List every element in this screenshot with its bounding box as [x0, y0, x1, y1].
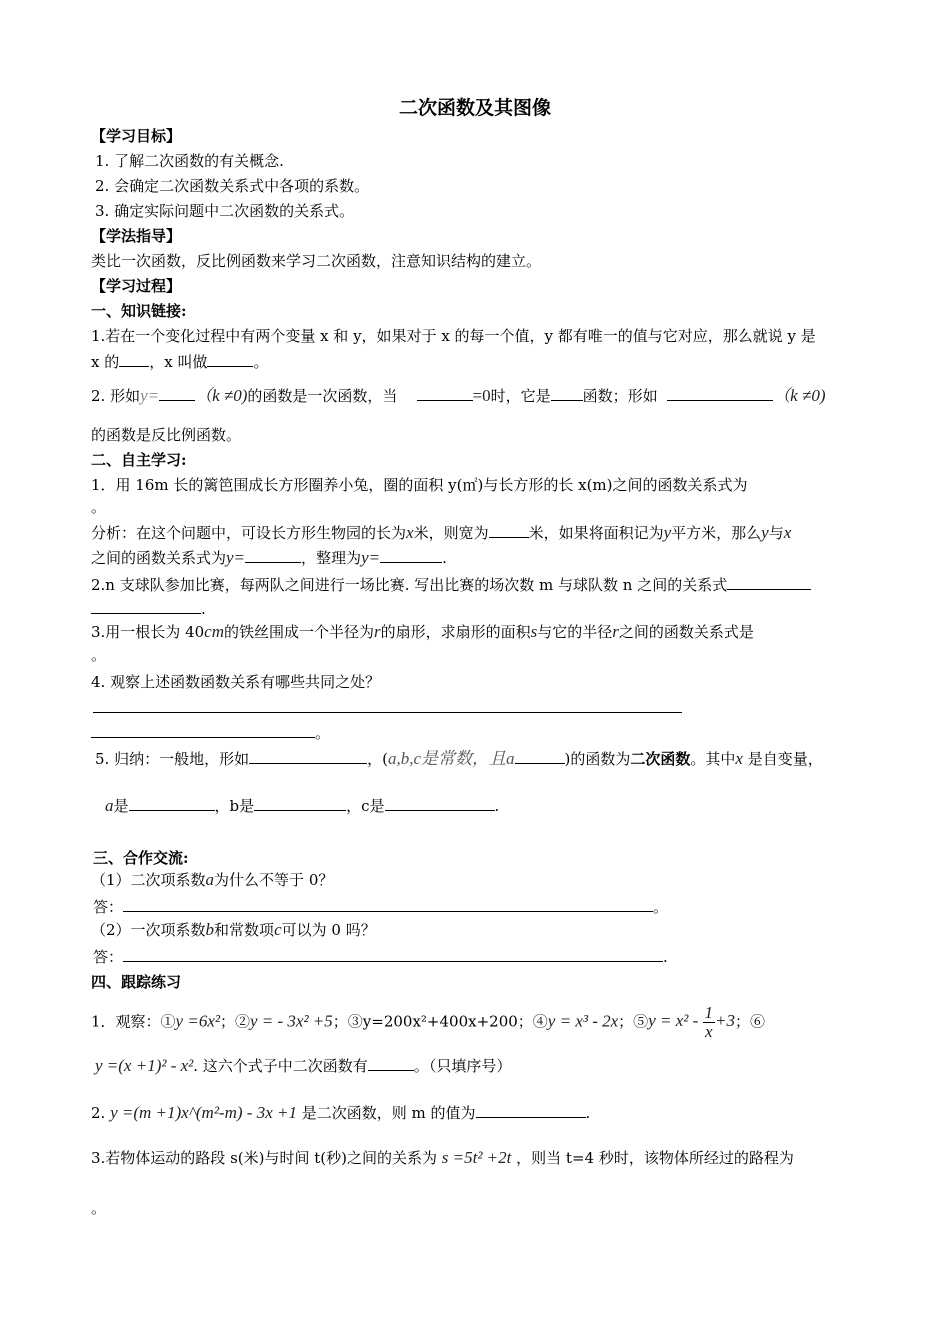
- text: 之间的函数关系式为: [91, 549, 227, 567]
- answer-blank[interactable]: [667, 385, 773, 401]
- text: （2）一次项系数: [91, 921, 206, 939]
- text: 米，则宽为: [413, 524, 489, 542]
- text: .: [442, 549, 447, 567]
- text: ；⑤: [618, 1012, 649, 1031]
- math-a: a: [205, 870, 215, 889]
- math-y: y=: [226, 548, 246, 567]
- text: ；⑥: [735, 1012, 766, 1031]
- math-k-cond: （k ≠0): [195, 386, 248, 405]
- math-y: y=: [140, 386, 160, 405]
- text: 3.若物体运动的路段 s(米)与时间 t(秒)之间的关系为: [91, 1149, 437, 1167]
- answer-blank[interactable]: [380, 547, 442, 563]
- s4-q1-line2: [95, 1055, 511, 1076]
- math-a: a: [105, 796, 114, 815]
- s2-q2-line2: [91, 598, 206, 619]
- answer-blank[interactable]: [249, 748, 367, 764]
- math-eq-zero: =0: [472, 386, 491, 405]
- s4-q1-line1: [91, 1004, 765, 1041]
- formula-7: y =(m +1)x^(m²-m) - 3x +1: [110, 1103, 297, 1122]
- s2-analysis-line1: [91, 522, 791, 543]
- math-y: y=: [361, 548, 381, 567]
- formula-5-left: y = x² -: [648, 1011, 699, 1031]
- text: 1．观察：①: [91, 1012, 176, 1031]
- text: 和常数项: [214, 921, 275, 939]
- text: 分析：在这个问题中，可设长方形生物园的长为: [91, 524, 407, 542]
- answer-blank[interactable]: [476, 1102, 586, 1118]
- answer-blank[interactable]: [129, 795, 215, 811]
- math-r: r: [612, 622, 619, 641]
- answer-blank[interactable]: [368, 1055, 414, 1071]
- text: 的铁丝围成一个半径为: [224, 623, 375, 641]
- s3-q2: [91, 920, 376, 940]
- text: 为什么不等于 0？: [214, 871, 334, 889]
- s2-q4-line2: [91, 722, 330, 743]
- text: ；③y=200x²+400x+200；④: [332, 1012, 548, 1031]
- text: 。: [315, 724, 331, 742]
- text: 。: [253, 353, 269, 371]
- text: （1）二次项系数: [91, 871, 206, 889]
- answer-blank[interactable]: [123, 946, 663, 962]
- formula-2: y = - 3x² +5: [249, 1011, 333, 1031]
- text: 平方米，那么: [671, 524, 762, 542]
- text: .: [494, 797, 500, 815]
- objective-item: 2. 会确定二次函数关系式中各项的系数。: [95, 177, 370, 195]
- s3-answer-2: [93, 946, 668, 967]
- s1-q1-line2: [91, 351, 268, 372]
- math-abc-cond: a,b,c是常数，且a: [387, 749, 515, 768]
- s2-q3-line2: 。: [91, 646, 107, 664]
- s1-q2-line1: [91, 385, 825, 406]
- text: 3.用一根长为 40: [91, 623, 205, 641]
- section-3-heading: 三、合作交流:: [93, 849, 189, 867]
- objective-item: 3. 确定实际问题中二次函数的关系式。: [95, 202, 355, 220]
- guidance-header: 【学法指导】: [91, 227, 182, 245]
- text: ，整理为: [301, 549, 362, 567]
- math-b: b: [205, 920, 215, 939]
- answer-blank[interactable]: [489, 522, 529, 538]
- text: )的函数为: [564, 750, 631, 768]
- answer-blank[interactable]: [727, 574, 811, 590]
- math-x: x: [406, 523, 414, 542]
- text: 是: [113, 797, 129, 815]
- s2-q1-line2: 。: [91, 498, 107, 516]
- answer-blank[interactable]: [417, 385, 473, 401]
- answer-blank[interactable]: [515, 748, 565, 764]
- text: x 的: [91, 353, 120, 371]
- s4-q2: [91, 1102, 590, 1123]
- fraction-num: 1: [704, 1003, 714, 1022]
- math-cm: cm: [204, 622, 224, 641]
- s3-q1: [91, 870, 333, 890]
- text: 。其中: [690, 750, 736, 768]
- s4-q3-line1: [91, 1148, 794, 1168]
- answer-blank[interactable]: [119, 351, 149, 367]
- text: 时，它是: [490, 387, 551, 405]
- text: 可以为 0 吗？: [281, 921, 376, 939]
- text: 之间的函数关系式是: [618, 623, 754, 641]
- answer-blank[interactable]: [159, 385, 195, 401]
- answer-blank[interactable]: [123, 896, 653, 912]
- math-x: x: [735, 749, 743, 768]
- objective-item: 1. 了解二次函数的有关概念.: [95, 152, 284, 170]
- text: 答：: [93, 898, 124, 916]
- text: 2.: [91, 1104, 106, 1122]
- answer-blank[interactable]: [385, 795, 495, 811]
- text: 与: [768, 524, 784, 542]
- text: 的扇形，求扇形的面积: [380, 623, 531, 641]
- text: .: [663, 948, 668, 966]
- answer-blank[interactable]: [245, 547, 301, 563]
- section-1-heading: 一、知识链接:: [91, 302, 187, 320]
- text: 是自变量，: [747, 750, 823, 768]
- text: .: [585, 1104, 591, 1122]
- formula-8: s =5t² +2t: [441, 1148, 512, 1167]
- s2-q5-line2: [105, 795, 499, 816]
- guidance-text: 类比一次函数，反比例函数来学习二次函数，注意知识结构的建立。: [91, 252, 542, 270]
- text: . 这六个式子中二次函数有: [193, 1057, 368, 1075]
- s2-q2-line1: [91, 574, 811, 595]
- formula-5: [648, 1003, 735, 1041]
- text: ，c是: [346, 797, 385, 815]
- text: 是二次函数，则 m 的值为: [301, 1104, 476, 1122]
- text: ；②: [219, 1012, 250, 1031]
- s2-q5-line1: [95, 748, 823, 769]
- text: 。（只填序号）: [413, 1057, 512, 1075]
- s2-analysis-line2: [91, 547, 447, 568]
- text: 与它的半径: [537, 623, 613, 641]
- objectives-header: 【学习目标】: [91, 127, 182, 145]
- process-header: 【学习过程】: [91, 277, 182, 295]
- text: 5. 归纳：一般地，形如: [95, 750, 250, 768]
- text: 2.n 支球队参加比赛，每两队之间进行一场比赛. 写出比赛的场次数 m 与球队数 n 之间的关系式: [91, 576, 728, 594]
- s2-q3-line1: [91, 622, 754, 642]
- math-k-cond: （k ≠0): [773, 386, 826, 405]
- s2-q1-line1: 1．用 16m 长的篱笆围成长方形圈养小兔，圈的面积 y(㎡)与长方形的长 x(m)之间的函数关系式为: [91, 476, 748, 494]
- formula-5-right: +3: [715, 1011, 735, 1031]
- answer-line[interactable]: [93, 712, 682, 713]
- fraction: [703, 1004, 716, 1041]
- formula-4: y = x³ - 2x: [547, 1011, 619, 1031]
- text: ，b是: [214, 797, 255, 815]
- text: ，(: [367, 750, 388, 768]
- math-r: r: [374, 622, 381, 641]
- answer-blank[interactable]: [91, 722, 315, 738]
- answer-blank[interactable]: [254, 795, 346, 811]
- math-x: x: [783, 523, 792, 542]
- section-2-heading: 二、自主学习:: [91, 451, 187, 469]
- s3-answer-1: [93, 896, 668, 917]
- section-4-heading: 四、跟踪练习: [91, 973, 182, 991]
- text: 。: [653, 898, 669, 916]
- term-quadratic: 二次函数: [630, 750, 691, 768]
- math-y: y: [663, 523, 672, 542]
- answer-blank[interactable]: [207, 351, 253, 367]
- text: 函数；形如: [582, 387, 658, 405]
- text: 2. 形如: [91, 387, 141, 405]
- text: 米，如果将面积记为: [528, 524, 664, 542]
- s1-q2-line2: 的函数是反比例函数。: [91, 426, 242, 444]
- math-s: s: [530, 622, 538, 641]
- answer-blank[interactable]: [551, 385, 583, 401]
- text: 答：: [93, 948, 124, 966]
- fraction-den: x: [704, 1022, 713, 1041]
- text: ，x 叫做: [149, 353, 208, 371]
- text: .: [201, 600, 206, 618]
- math-c: c: [274, 920, 282, 939]
- s4-q3-line2: 。: [91, 1199, 107, 1217]
- answer-blank[interactable]: [91, 598, 201, 614]
- page-title: 二次函数及其图像: [398, 97, 551, 119]
- formula-1: y =6x²: [175, 1011, 220, 1031]
- text: ，则当 t=4 秒时，该物体所经过的路程为: [516, 1149, 794, 1167]
- s1-q1-line1: 1.若在一个变化过程中有两个变量 x 和 y，如果对于 x 的每一个值，y 都有唯一的值与它对应，那么就说 y 是: [91, 327, 816, 345]
- text: 的函数是一次函数，当: [247, 387, 398, 405]
- math-y: y: [761, 523, 769, 542]
- formula-6: y =(x +1)² - x²: [95, 1056, 194, 1075]
- s2-q4: 4. 观察上述函数函数关系有哪些共同之处？: [91, 673, 381, 691]
